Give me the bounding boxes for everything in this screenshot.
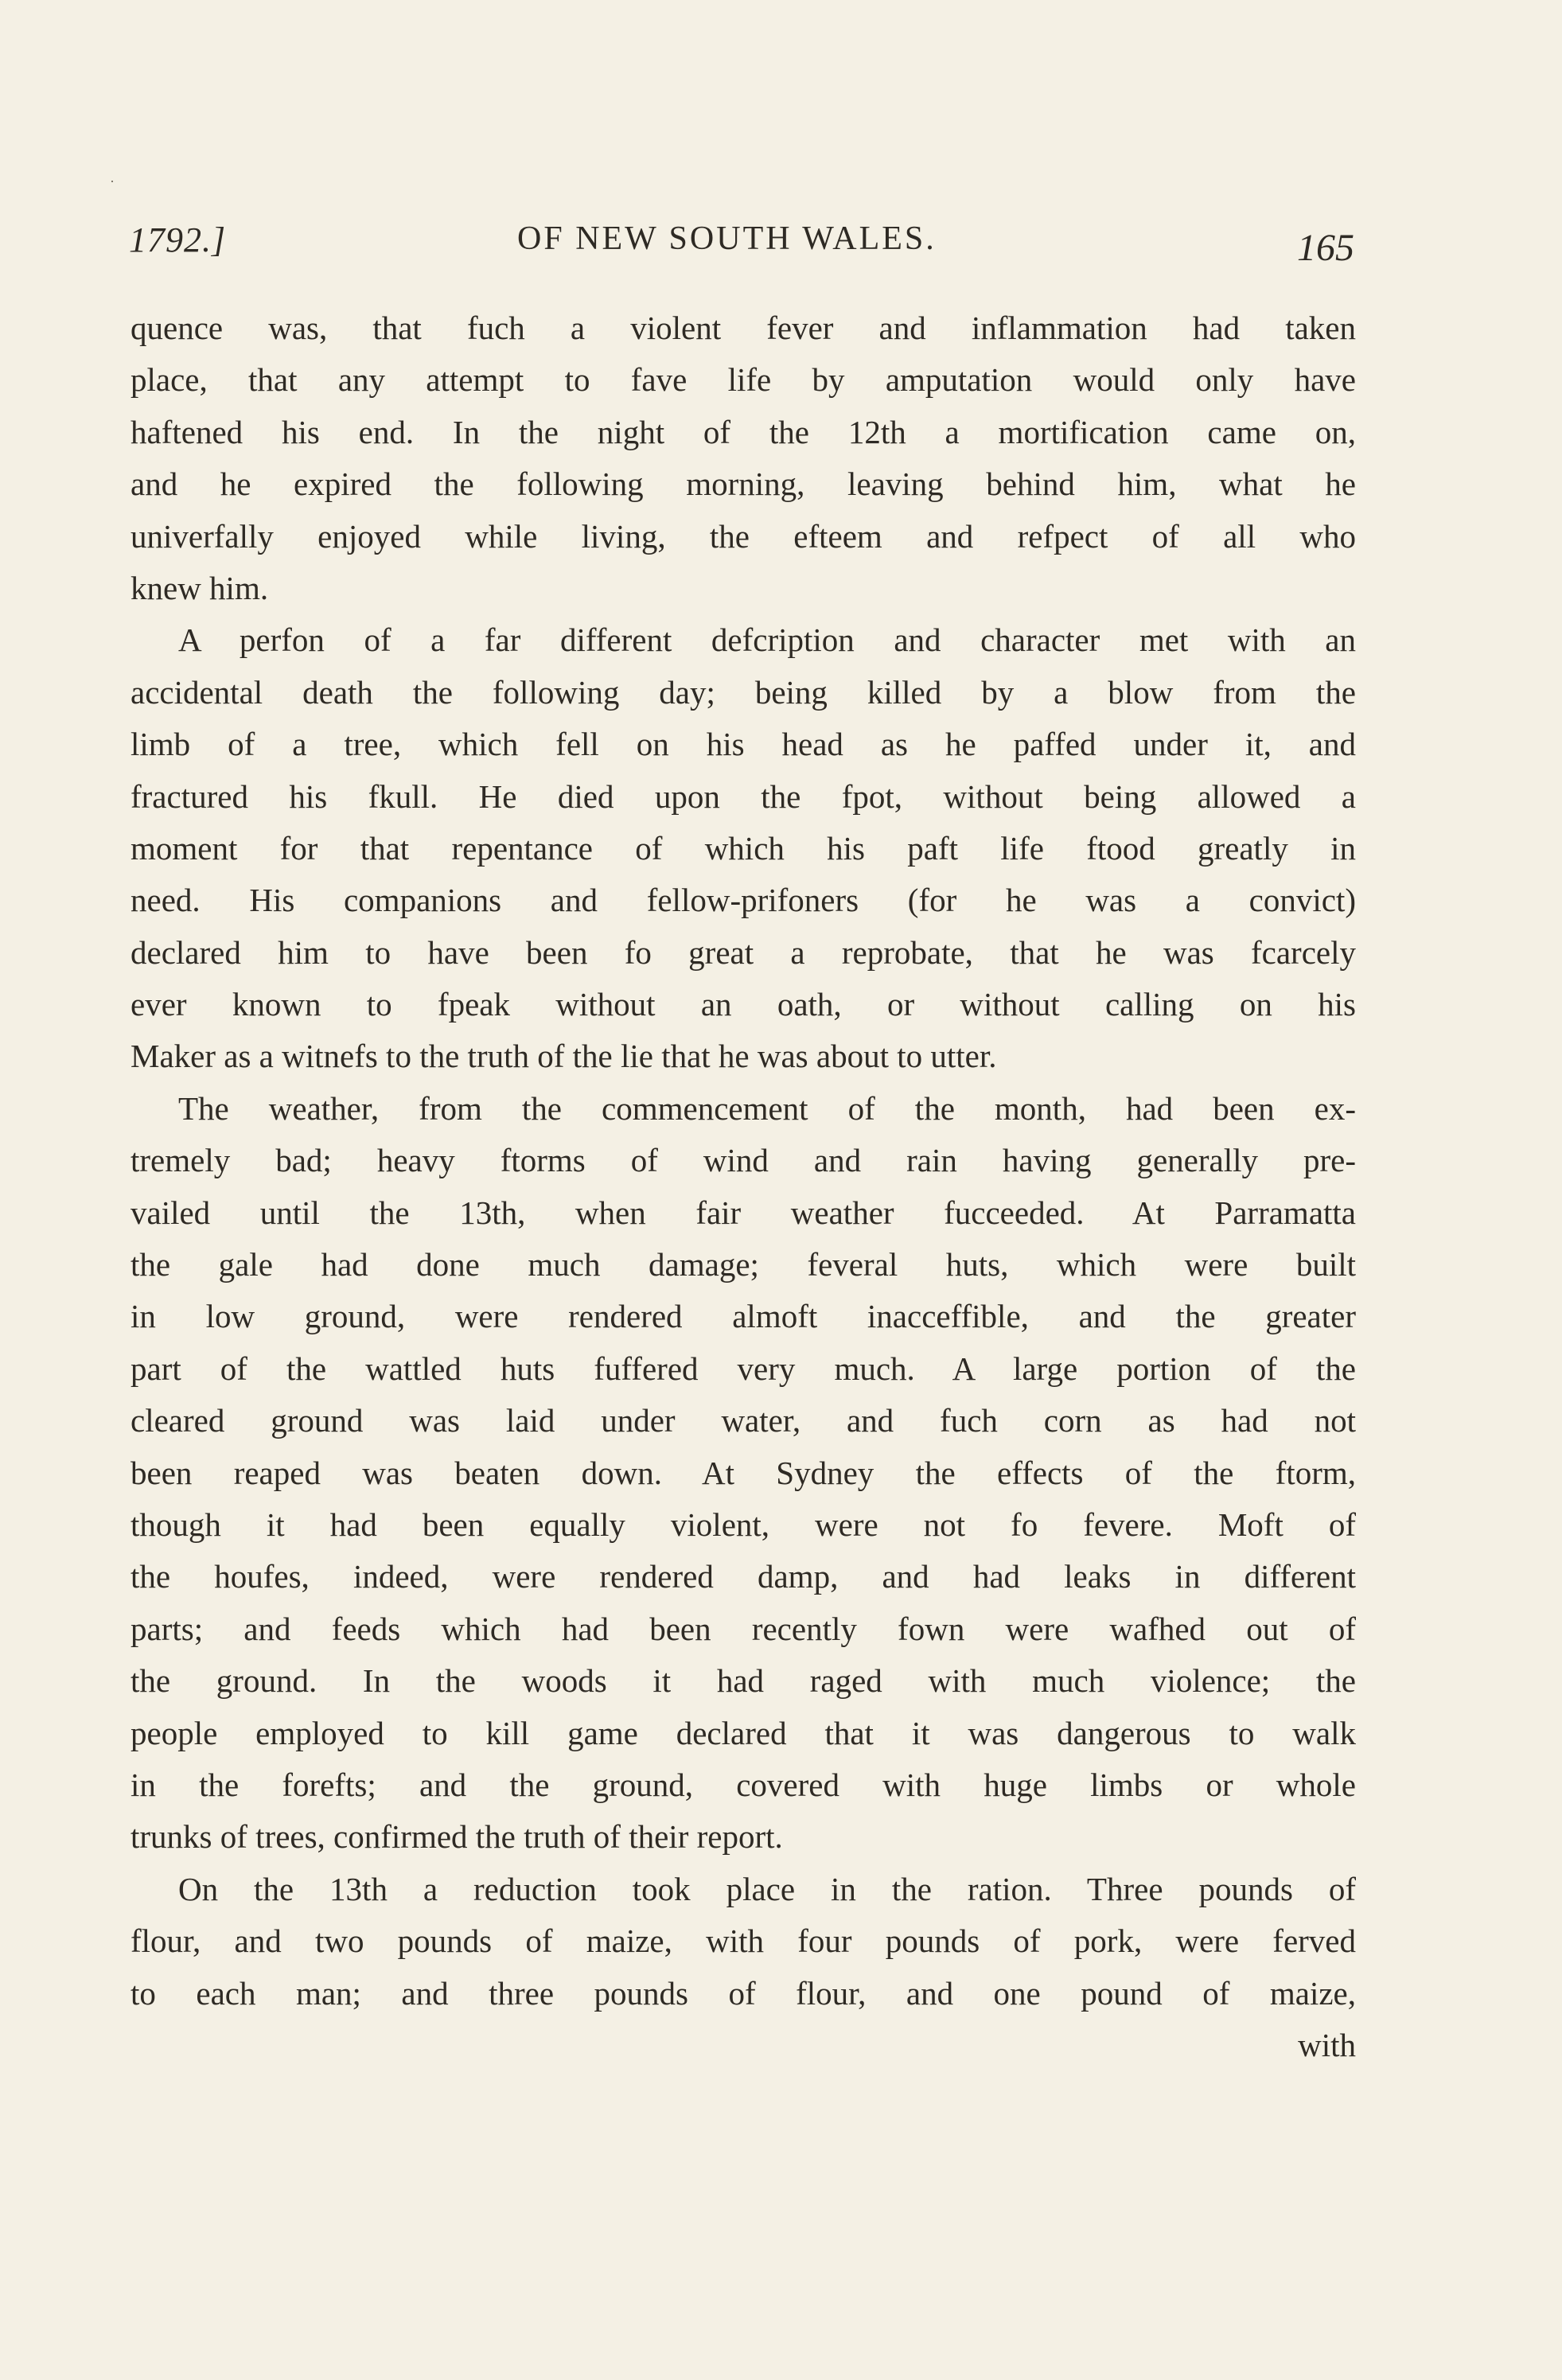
text-line: quence was, that fuch a violent fever and inflammation had taken xyxy=(130,310,1356,346)
page-number: 165 xyxy=(1297,227,1354,269)
text-line: though it had been equally violent, were not fo fevere. Moft of xyxy=(130,1506,1356,1543)
text-line: moment for that repentance of which his paft life ftood greatly in xyxy=(130,829,1356,867)
text-line: the gale had done much damage; feveral huts, which were built xyxy=(130,1246,1356,1283)
text-line: tremely bad; heavy ftorms of wind and rain having generally pre- xyxy=(130,1142,1356,1179)
running-head-title: OF NEW SOUTH WALES. xyxy=(517,220,937,257)
text-line: trunks of trees, confirmed the truth of their report. xyxy=(130,1818,783,1856)
text-line: place, that any attempt to fave life by amputation would only have xyxy=(130,361,1356,399)
text-line: The weather, from the commencement of the month, had been ex- xyxy=(178,1089,1356,1127)
text-line: declared him to have been fo great a reprobate, that he was fcarcely xyxy=(130,933,1356,971)
ink-speck: · xyxy=(110,173,115,189)
text-line: univerfally enjoyed while living, the efteem and refpect of all who xyxy=(130,517,1356,555)
text-line: On the 13th a reduction took place in the ration. Three pounds of xyxy=(178,1870,1356,1907)
text-line: Maker as a witnefs to the truth of the lie that he was about to utter. xyxy=(130,1038,997,1075)
text-line: cleared ground was laid under water, and fuch corn as had not xyxy=(130,1402,1356,1439)
text-line: need. His companions and fellow-prifoners (for he was a convict) xyxy=(130,882,1356,919)
text-line: part of the wattled huts fuffered very much. A large portion of the xyxy=(130,1350,1356,1387)
text-line: vailed until the 13th, when fair weather fucceeded. At Parramatta xyxy=(130,1194,1356,1231)
text-line: the ground. In the woods it had raged with much violence; the xyxy=(130,1662,1356,1700)
text-line: fractured his fkull. He died upon the fpot, without being allowed a xyxy=(130,777,1356,815)
running-head xyxy=(0,220,1562,267)
text-line: A perfon of a far different defcription and character met with an xyxy=(178,621,1356,659)
text-line: knew him. xyxy=(130,569,269,606)
running-head-year: 1792.] xyxy=(129,220,227,259)
text-line: limb of a tree, which fell on his head as he paffed under it, and xyxy=(130,726,1356,763)
text-line: parts; and feeds which had been recently fown were wafhed out of xyxy=(130,1610,1356,1647)
text-line: accidental death the following day; being killed by a blow from the xyxy=(130,673,1356,711)
text-line: been reaped was beaten down. At Sydney the effects of the ftorm, xyxy=(130,1454,1356,1491)
text-line: ever known to fpeak without an oath, or without calling on his xyxy=(130,986,1356,1023)
body-text xyxy=(130,302,1356,2071)
text-line: to each man; and three pounds of flour, and one pound of maize, xyxy=(130,1974,1356,2012)
text-line: and he expired the following morning, leaving behind him, what he xyxy=(130,465,1356,503)
text-line: in the forefts; and the ground, covered with huge limbs or whole xyxy=(130,1766,1356,1803)
catchword: with xyxy=(1298,2026,1356,2063)
text-line: in low ground, were rendered almoft inacceffible, and the greater xyxy=(130,1298,1356,1335)
text-line: flour, and two pounds of maize, with four pounds of pork, were ferved xyxy=(130,1922,1356,1960)
text-line: people employed to kill game declared that it was dangerous to walk xyxy=(130,1714,1356,1751)
text-line: the houfes, indeed, were rendered damp, and had leaks in different xyxy=(130,1558,1356,1595)
text-line: haftened his end. In the night of the 12th a mortification came on, xyxy=(130,413,1356,450)
